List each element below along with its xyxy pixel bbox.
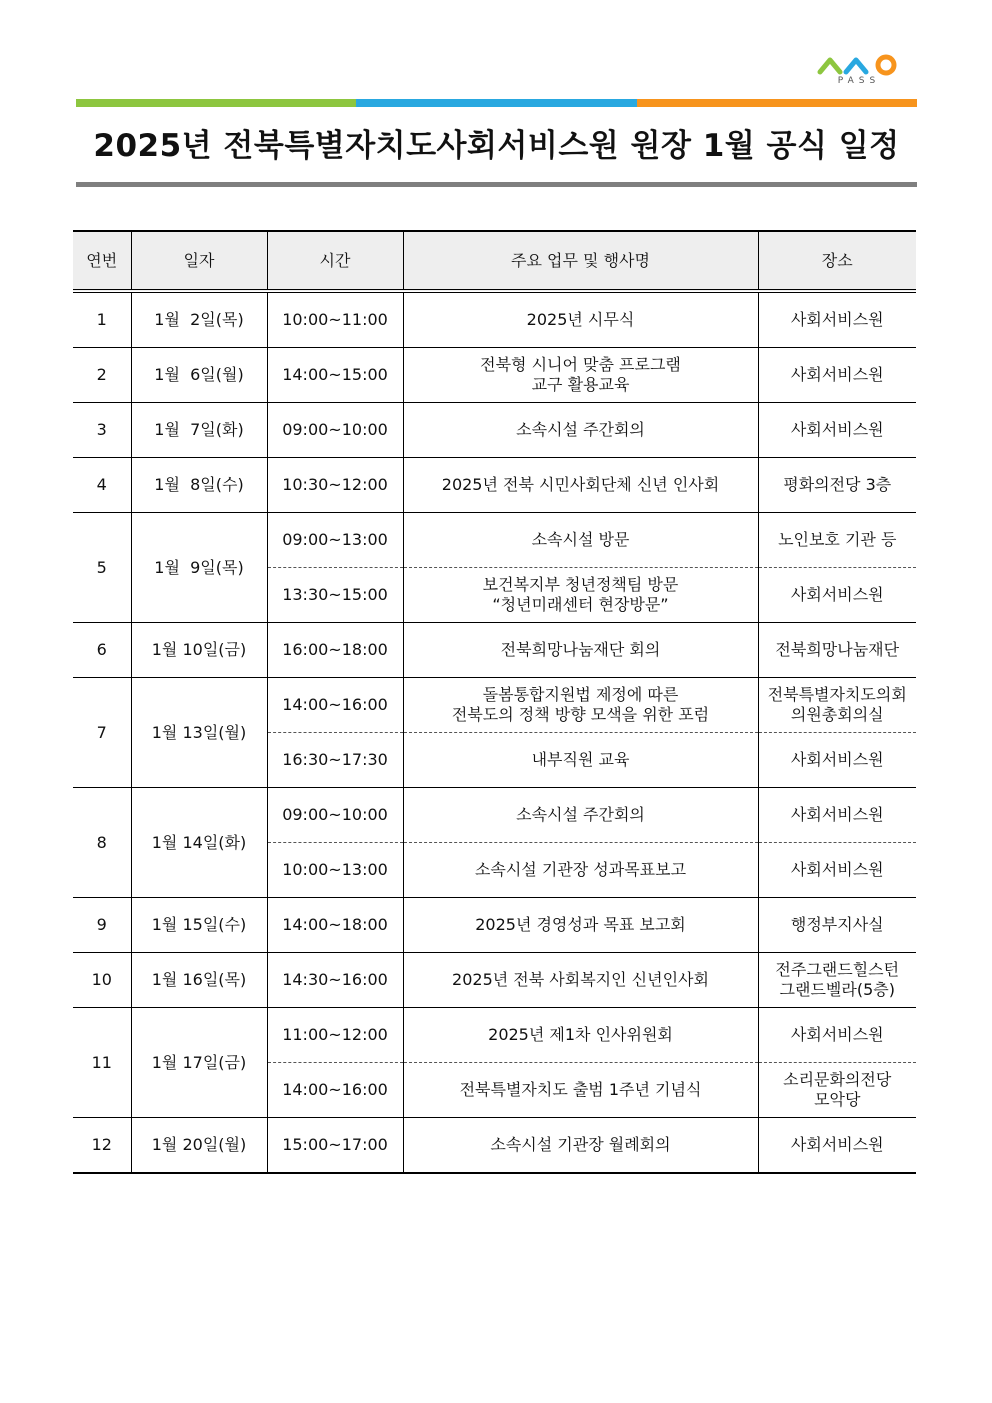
cell-no: 8: [73, 788, 131, 898]
cell-line: 전북희망나눔재단 회의: [500, 640, 661, 659]
cell-event: [403, 403, 758, 458]
cell-date: 1월 13일(월): [131, 678, 267, 788]
cell-event: [403, 623, 758, 678]
cell-time: 15:00~17:00: [267, 1118, 403, 1174]
cell-place: [758, 733, 916, 788]
cell-time: 14:00~15:00: [267, 348, 403, 403]
cell-time: 09:00~10:00: [267, 403, 403, 458]
cell-event: [403, 788, 758, 843]
table-row: [73, 1008, 916, 1063]
cell-place: [758, 291, 916, 348]
cell-line: 사회서비스원: [790, 860, 884, 879]
cell-line: 사회서비스원: [790, 1025, 884, 1044]
cell-line: 모악당: [814, 1090, 861, 1109]
cell-line: 사회서비스원: [790, 750, 884, 769]
header-date: 일자: [131, 231, 267, 291]
cell-place: [758, 1063, 916, 1118]
cell-event: [403, 513, 758, 568]
table-header-row: [73, 231, 916, 291]
cell-date: 1월 6일(월): [131, 348, 267, 403]
cell-event: [403, 568, 758, 623]
cell-no: 5: [73, 513, 131, 623]
cell-place: [758, 1118, 916, 1174]
cell-event: [403, 291, 758, 348]
table-row: [73, 623, 916, 678]
page-title: 2025년 전북특별자치도사회서비스원 원장 1월 공식 일정: [93, 128, 900, 164]
cell-line: 소속시설 방문: [531, 530, 630, 549]
cell-line: 사회서비스원: [790, 420, 884, 439]
cell-date: 1월 16일(목): [131, 953, 267, 1008]
cell-line: “청년미래센터 현장방문”: [492, 595, 669, 614]
cell-no: 4: [73, 458, 131, 513]
cell-line: 전북특별자치도 출범 1주년 기념식: [459, 1080, 702, 1099]
cell-line: 교구 활용교육: [531, 375, 630, 394]
cell-line: 의원총회의실: [790, 705, 884, 724]
cell-place: [758, 403, 916, 458]
cell-date: 1월 9일(목): [131, 513, 267, 623]
cell-time: 09:00~10:00: [267, 788, 403, 843]
header-event: 주요 업무 및 행사명: [403, 231, 758, 291]
cell-line: 그랜드벨라(5층): [779, 980, 895, 999]
cell-line: 전주그랜드힐스턴: [775, 960, 900, 979]
header-time: 시간: [267, 231, 403, 291]
cell-line: 돌봄통합지원법 제정에 따른: [482, 685, 679, 704]
cell-event: [403, 953, 758, 1008]
cell-time: 14:00~16:00: [267, 678, 403, 733]
cell-line: 소속시설 주간회의: [516, 805, 645, 824]
table-row: [73, 291, 916, 348]
cell-time: 10:00~11:00: [267, 291, 403, 348]
cell-line: 행정부지사실: [790, 915, 884, 934]
cell-line: 전북형 시니어 맞춤 프로그램: [480, 355, 681, 374]
cell-line: 2025년 전북 시민사회단체 신년 인사회: [441, 475, 720, 494]
cell-time: 11:00~12:00: [267, 1008, 403, 1063]
color-bar-blue: [356, 99, 636, 107]
cell-no: 3: [73, 403, 131, 458]
cell-date: 1월 10일(금): [131, 623, 267, 678]
cell-no: 6: [73, 623, 131, 678]
cell-time: 09:00~13:00: [267, 513, 403, 568]
cell-date: 1월 8일(수): [131, 458, 267, 513]
cell-time: 14:00~16:00: [267, 1063, 403, 1118]
cell-line: 전북도의 정책 방향 모색을 위한 포럼: [451, 705, 710, 724]
cell-line: 2025년 경영성과 목표 보고회: [475, 915, 686, 934]
cell-event: [403, 843, 758, 898]
cell-time: 10:30~12:00: [267, 458, 403, 513]
table-row: [73, 403, 916, 458]
cell-line: 2025년 시무식: [526, 310, 635, 329]
cell-event: [403, 733, 758, 788]
cell-place: [758, 678, 916, 733]
header-no: 연번: [73, 231, 131, 291]
logo-text: PASS: [837, 76, 881, 86]
cell-line: 평화의전당 3층: [783, 475, 892, 494]
cell-time: 14:30~16:00: [267, 953, 403, 1008]
table-row: [73, 1118, 916, 1174]
cell-no: 9: [73, 898, 131, 953]
cell-time: 16:00~18:00: [267, 623, 403, 678]
cell-line: 소리문화의전당: [783, 1070, 892, 1089]
cell-no: 2: [73, 348, 131, 403]
table-row: [73, 953, 916, 1008]
cell-event: [403, 1008, 758, 1063]
cell-place: [758, 623, 916, 678]
cell-line: 노인보호 기관 등: [778, 530, 897, 549]
cell-line: 소속시설 주간회의: [516, 420, 645, 439]
cell-event: [403, 348, 758, 403]
cell-no: 11: [73, 1008, 131, 1118]
cell-date: 1월 14일(화): [131, 788, 267, 898]
schedule-table: [73, 230, 916, 1174]
table-row: [73, 458, 916, 513]
cell-time: 10:00~13:00: [267, 843, 403, 898]
cell-event: [403, 458, 758, 513]
table-row: [73, 513, 916, 568]
cell-place: [758, 348, 916, 403]
cell-line: 사회서비스원: [790, 365, 884, 384]
cell-time: 16:30~17:30: [267, 733, 403, 788]
cell-no: 7: [73, 678, 131, 788]
cell-place: [758, 568, 916, 623]
cell-place: [758, 1008, 916, 1063]
cell-line: 전북희망나눔재단: [775, 640, 900, 659]
color-bar-orange: [637, 99, 917, 107]
cell-date: 1월 20일(월): [131, 1118, 267, 1174]
cell-place: [758, 953, 916, 1008]
table-row: [73, 678, 916, 733]
cell-line: 2025년 전북 사회복지인 신년인사회: [452, 970, 709, 989]
table-row: [73, 348, 916, 403]
header-color-bar: [76, 99, 917, 107]
cell-no: 1: [73, 291, 131, 348]
cell-date: 1월 15일(수): [131, 898, 267, 953]
cell-line: 내부직원 교육: [531, 750, 630, 769]
cell-line: 사회서비스원: [790, 310, 884, 329]
cell-event: [403, 1063, 758, 1118]
cell-place: [758, 898, 916, 953]
cell-line: 소속시설 기관장 월례회의: [490, 1135, 671, 1154]
table-row: [73, 898, 916, 953]
schedule-body: [73, 291, 916, 1173]
cell-time: 13:30~15:00: [267, 568, 403, 623]
cell-line: 보건복지부 청년정책팀 방문: [482, 575, 679, 594]
cell-event: [403, 678, 758, 733]
cell-line: 사회서비스원: [790, 585, 884, 604]
cell-date: 1월 2일(목): [131, 291, 267, 348]
cell-place: [758, 788, 916, 843]
color-bar-green: [76, 99, 356, 107]
cell-line: 소속시설 기관장 성과목표보고: [474, 860, 687, 879]
cell-time: 14:00~18:00: [267, 898, 403, 953]
table-row: [73, 788, 916, 843]
header-place: 장소: [758, 231, 916, 291]
cell-no: 10: [73, 953, 131, 1008]
cell-place: [758, 843, 916, 898]
title-divider: [76, 182, 917, 187]
cell-line: 2025년 제1차 인사위원회: [488, 1025, 673, 1044]
cell-line: 사회서비스원: [790, 805, 884, 824]
cell-line: 전북특별자치도의회: [767, 685, 907, 704]
cell-no: 12: [73, 1118, 131, 1174]
cell-place: [758, 513, 916, 568]
cell-line: 사회서비스원: [790, 1135, 884, 1154]
cell-place: [758, 458, 916, 513]
cell-event: [403, 1118, 758, 1174]
cell-date: 1월 17일(금): [131, 1008, 267, 1118]
cell-event: [403, 898, 758, 953]
cell-date: 1월 7일(화): [131, 403, 267, 458]
